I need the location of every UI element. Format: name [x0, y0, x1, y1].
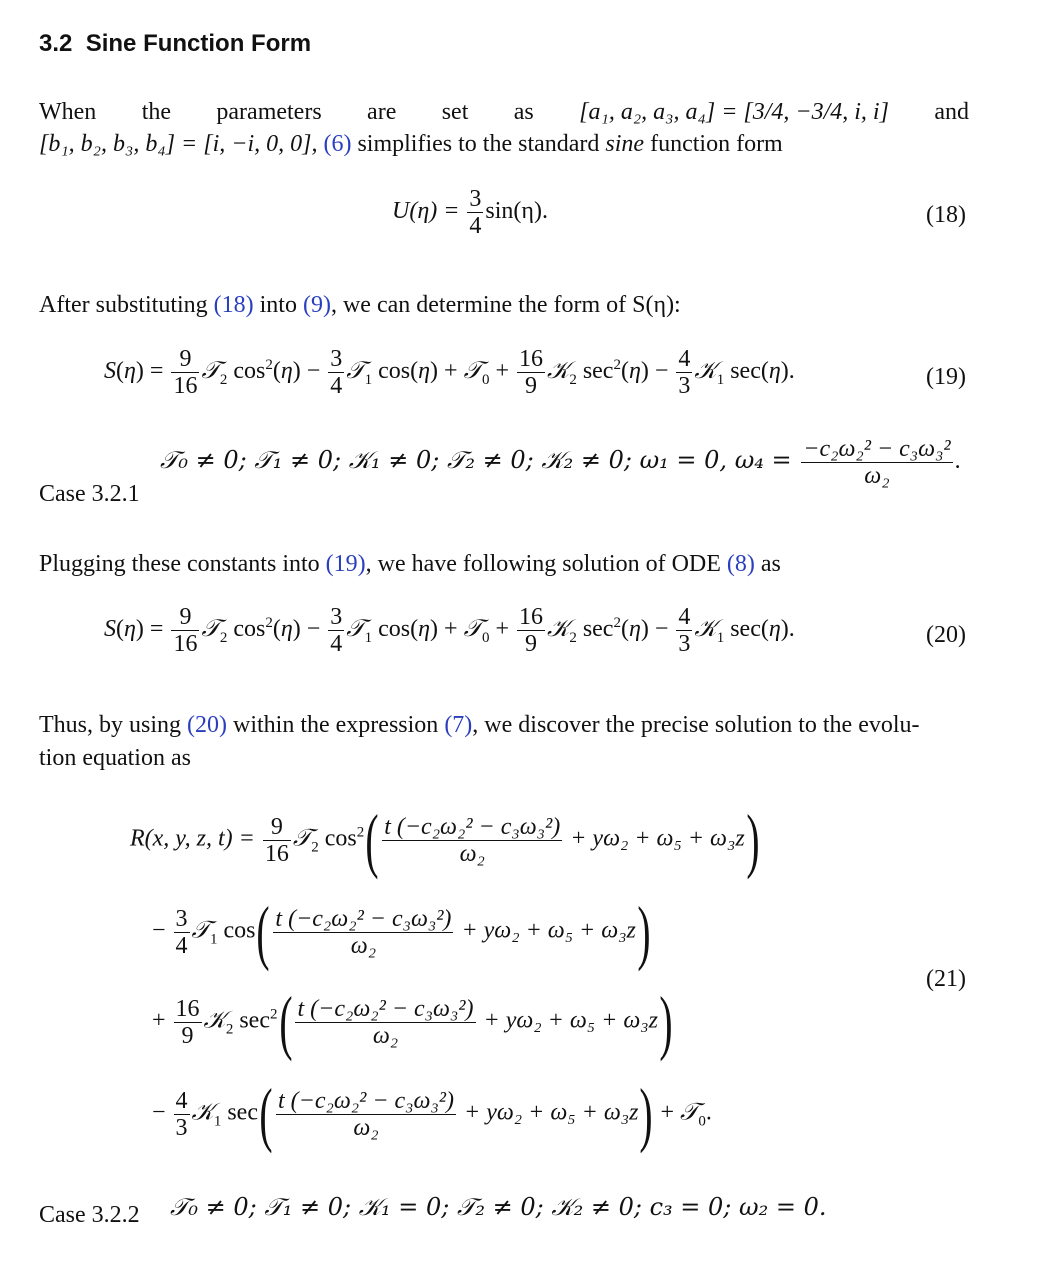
eq-text: 𝒯	[292, 823, 312, 852]
word: as	[513, 99, 534, 125]
after-substituting-text	[39, 289, 681, 322]
text: into	[253, 292, 303, 318]
fraction	[171, 346, 199, 399]
fraction	[676, 604, 692, 657]
section-title: Sine Function Form	[85, 30, 312, 57]
denominator: 9	[517, 630, 545, 657]
text: simplifies to the standard	[351, 131, 606, 157]
eq-text: 𝒦	[191, 1097, 214, 1126]
equation-link[interactable]: (18)	[213, 292, 254, 318]
numerator: 4	[678, 604, 691, 630]
eq-text: 0	[481, 629, 490, 646]
eq-text: + yω₂ + ω₅ + ω₃z	[477, 1007, 658, 1034]
eq-text: ) +	[430, 358, 464, 385]
fraction	[467, 186, 483, 239]
eq-text: 2	[569, 629, 577, 646]
word: and	[934, 99, 969, 125]
eq-text: ).	[780, 616, 795, 643]
case-3-2-2-conditions	[170, 1193, 826, 1222]
fraction	[263, 814, 291, 867]
text: After substituting	[39, 292, 214, 318]
eq-text: (	[116, 358, 124, 385]
eq-text: ) −	[292, 616, 327, 643]
eq-text: 𝒯	[463, 356, 482, 385]
fraction	[276, 1088, 456, 1141]
equation-number-21: (21)	[926, 966, 966, 992]
eq-text: 2	[613, 615, 621, 632]
eq-text: cos	[227, 358, 266, 385]
eq-text: ) =	[135, 616, 170, 643]
eq-text: + yω₂ + ω₅ + ω₃z	[455, 917, 636, 944]
eq-text: (	[272, 616, 281, 643]
eq-text: + yω₂ + ω₅ + ω₃z	[564, 825, 745, 852]
eq-text: η	[124, 616, 136, 643]
eq-text: ) −	[640, 616, 675, 643]
fraction	[171, 604, 199, 657]
equation-link[interactable]: (6)	[323, 131, 352, 157]
eq-text: η	[768, 616, 781, 643]
numerator: 4	[678, 346, 691, 372]
eq-text: 0	[698, 1113, 706, 1130]
eq-text: cos	[318, 825, 357, 852]
section-number: 3.2	[39, 30, 73, 57]
eq-lhs: U(η) =	[392, 198, 466, 225]
eq-text: η	[768, 358, 781, 385]
eq-text: η	[280, 358, 293, 385]
fraction	[676, 346, 692, 399]
eq-text: sec(	[724, 616, 769, 643]
eq-text: ) =	[135, 358, 170, 385]
eq-text: η	[418, 358, 431, 385]
intro-line-2	[39, 128, 783, 161]
equation-link[interactable]: (19)	[325, 551, 366, 577]
denominator: 3	[175, 1114, 188, 1141]
denominator: 3	[678, 631, 691, 657]
eq-text: 1	[364, 371, 373, 388]
eq-text: (	[278, 982, 293, 1062]
eq-text: (	[256, 892, 271, 972]
eq-text: (	[620, 616, 629, 643]
denominator: ω₂	[382, 840, 562, 867]
eq-text: )	[659, 982, 673, 1062]
section-heading	[39, 30, 311, 58]
text: tion equation as	[39, 745, 191, 771]
text: as	[754, 551, 781, 577]
eq-text: 2	[613, 357, 621, 374]
eq-text: (	[259, 1074, 273, 1154]
eq-text: 2	[311, 839, 319, 856]
eq-text: −	[152, 1099, 172, 1126]
numerator: 9	[179, 346, 192, 372]
eq-text: cos(	[372, 616, 419, 643]
eq-text: (	[116, 616, 124, 643]
eq-text: 1	[213, 1113, 222, 1130]
eq-text: ) +	[430, 616, 464, 643]
fraction	[174, 996, 202, 1049]
word: the	[141, 99, 172, 125]
eq-text: +	[152, 1007, 172, 1034]
numerator: t (−c₂ω₂² − c₃ω₃²)	[275, 905, 452, 932]
numerator: 9	[270, 813, 283, 840]
denominator: 16	[173, 631, 198, 657]
eq-text: 2	[225, 1021, 234, 1038]
numerator: 3	[469, 186, 482, 212]
text: within the expression	[227, 712, 445, 738]
plugging-text	[39, 548, 781, 581]
eq-text: (	[272, 358, 281, 385]
fraction	[328, 346, 344, 399]
equation-21-line-3	[152, 982, 674, 1062]
denominator: ω₂	[295, 1022, 475, 1049]
eq-text: 𝒯	[201, 356, 220, 385]
eq-text: + yω₂ + ω₅ + ω₃z	[458, 1099, 639, 1126]
eq-text: 1	[209, 931, 218, 948]
denominator: ω₂	[273, 932, 453, 959]
eq-text: 𝒦	[547, 614, 570, 643]
denominator: 16	[264, 840, 289, 867]
denominator: 9	[517, 372, 545, 399]
conditions-text: 𝒯₀ ≠ 0; 𝒯₁ ≠ 0; 𝒦₁ ≠ 0; 𝒯₂ ≠ 0; 𝒦₂ ≠ 0; ω₁ = 0, ω₄ =	[160, 446, 800, 475]
eq-text: 1	[716, 371, 725, 388]
eq-text: 𝒯	[201, 614, 220, 643]
eq-text: 2	[270, 1006, 278, 1023]
eq-text: 𝒯	[463, 614, 482, 643]
eq-text: 2	[265, 357, 273, 374]
equation-18	[392, 186, 548, 239]
eq-text: ) −	[640, 358, 675, 385]
eq-text: 1	[716, 629, 725, 646]
eq-text: )	[746, 800, 760, 880]
eq-text: 𝒦	[694, 356, 717, 385]
word: are	[367, 99, 397, 125]
numerator: −c₂ω₂² − c₃ω₃²	[803, 436, 951, 462]
text: , we have following solution of ODE	[365, 551, 727, 577]
denominator: 16	[173, 373, 198, 399]
eq-text: 2	[219, 629, 228, 646]
numerator: 16	[519, 604, 544, 630]
eq-text: η	[628, 358, 641, 385]
numerator: 3	[175, 905, 188, 932]
fraction	[517, 346, 545, 399]
conditions-text: 𝒯₀ ≠ 0; 𝒯₁ ≠ 0; 𝒦₁ = 0; 𝒯₂ ≠ 0; 𝒦₂ ≠ 0; c₃ = 0; ω₂ = 0.	[170, 1193, 827, 1221]
denominator: 4	[330, 373, 343, 399]
eq-text: +	[654, 1099, 680, 1126]
eq-text: )	[637, 892, 651, 972]
denominator: 9	[174, 1022, 202, 1049]
equation-21-line-1	[130, 800, 761, 880]
numerator: 3	[330, 346, 343, 372]
eq-text: +	[489, 358, 516, 385]
eq-text: +	[489, 616, 516, 643]
numerator: 9	[179, 604, 192, 630]
eq-text: 𝒯	[346, 356, 365, 385]
numerator: 16	[519, 346, 544, 372]
denominator: 3	[678, 373, 691, 399]
case-3-2-1-label: Case 3.2.1	[39, 481, 140, 507]
equation-link[interactable]: (20)	[187, 712, 227, 738]
eq-lhs: S	[104, 358, 116, 385]
fraction	[174, 906, 190, 959]
equation-number-19: (19)	[926, 364, 966, 390]
eq-text: η	[628, 616, 641, 643]
eq-text: ) −	[292, 358, 327, 385]
eq-text: η	[280, 616, 293, 643]
eq-text: 1	[364, 629, 373, 646]
fraction	[273, 906, 453, 959]
param-vector-b: [b₁, b₂, b₃, b₄] = [i, −i, 0, 0],	[39, 131, 324, 157]
fraction	[801, 436, 952, 489]
equation-link[interactable]: (9)	[302, 292, 331, 318]
eq-text: 2	[356, 824, 365, 841]
equation-21-line-2	[152, 892, 652, 972]
eq-text: )	[639, 1074, 654, 1154]
eq-text: η	[124, 358, 136, 385]
param-vector-a: [a₁, a₂, a₃, a₄] = [3/4, −3/4, i, i]	[579, 99, 889, 125]
eq-text: 𝒦	[203, 1005, 226, 1034]
eq-text: cos	[227, 616, 266, 643]
text: , we discover the precise solution to the evolu-	[472, 712, 920, 738]
eq-text: .	[705, 1099, 712, 1126]
equation-19	[104, 346, 795, 399]
eq-text: 𝒯	[191, 915, 210, 944]
eq-text: 2	[219, 371, 228, 388]
text: function form	[644, 131, 783, 157]
eq-text: η	[418, 616, 431, 643]
case-3-2-2-label: Case 3.2.2	[39, 1202, 140, 1228]
numerator: t (−c₂ω₂² − c₃ω₃²)	[277, 1087, 454, 1114]
eq-text: .	[954, 448, 961, 475]
text: , we can determine the form of S(η):	[330, 292, 681, 318]
denominator: 4	[469, 213, 482, 239]
denominator: ω₂	[801, 462, 952, 489]
numerator: t (−c₂ω₂² − c₃ω₃²)	[297, 995, 474, 1022]
numerator: t (−c₂ω₂² − c₃ω₃²)	[384, 813, 561, 840]
eq-text: 2	[569, 371, 577, 388]
word: set	[441, 99, 469, 125]
denominator: ω₂	[276, 1114, 456, 1141]
intro-line-1	[39, 96, 969, 129]
denominator: 4	[175, 932, 188, 959]
eq-text: 𝒯	[679, 1097, 699, 1126]
eq-text: sec	[576, 616, 614, 643]
text: Thus, by using	[39, 712, 188, 738]
text: sine	[605, 131, 645, 157]
fraction	[517, 604, 545, 657]
eq-text: 𝒦	[547, 356, 570, 385]
eq-lhs: S	[104, 616, 116, 643]
equation-link[interactable]: (8)	[726, 551, 755, 577]
fraction	[295, 996, 475, 1049]
eq-text: cos(	[372, 358, 419, 385]
eq-rhs: sin(η).	[485, 198, 548, 225]
fraction	[382, 814, 562, 867]
text: Plugging these constants into	[39, 551, 326, 577]
equation-21-line-4	[152, 1074, 712, 1154]
equation-number-20: (20)	[926, 622, 966, 648]
eq-text: −	[152, 917, 172, 944]
word: When	[39, 99, 97, 125]
case-3-2-1-conditions	[160, 436, 961, 489]
numerator: 16	[175, 995, 200, 1022]
denominator: 4	[330, 631, 343, 657]
equation-20	[104, 604, 795, 657]
eq-text: 𝒦	[694, 614, 717, 643]
thus-text	[39, 709, 974, 775]
numerator: 4	[175, 1087, 188, 1114]
eq-lhs: R(x, y, z, t) =	[130, 825, 261, 852]
numerator: 3	[330, 604, 343, 630]
eq-text: 2	[265, 615, 273, 632]
eq-text: ).	[780, 358, 795, 385]
eq-text: sec	[221, 1099, 258, 1126]
eq-text: (	[365, 800, 379, 880]
eq-text: sec	[233, 1007, 270, 1034]
eq-text: sec	[576, 358, 614, 385]
eq-text: sec(	[724, 358, 769, 385]
eq-text: (	[620, 358, 629, 385]
fraction	[174, 1088, 190, 1141]
equation-link[interactable]: (7)	[444, 712, 473, 738]
eq-text: 𝒯	[346, 614, 365, 643]
equation-number-18: (18)	[926, 202, 966, 228]
eq-text: 0	[481, 371, 490, 388]
word: parameters	[216, 99, 322, 125]
fraction	[328, 604, 344, 657]
eq-text: cos	[217, 917, 256, 944]
